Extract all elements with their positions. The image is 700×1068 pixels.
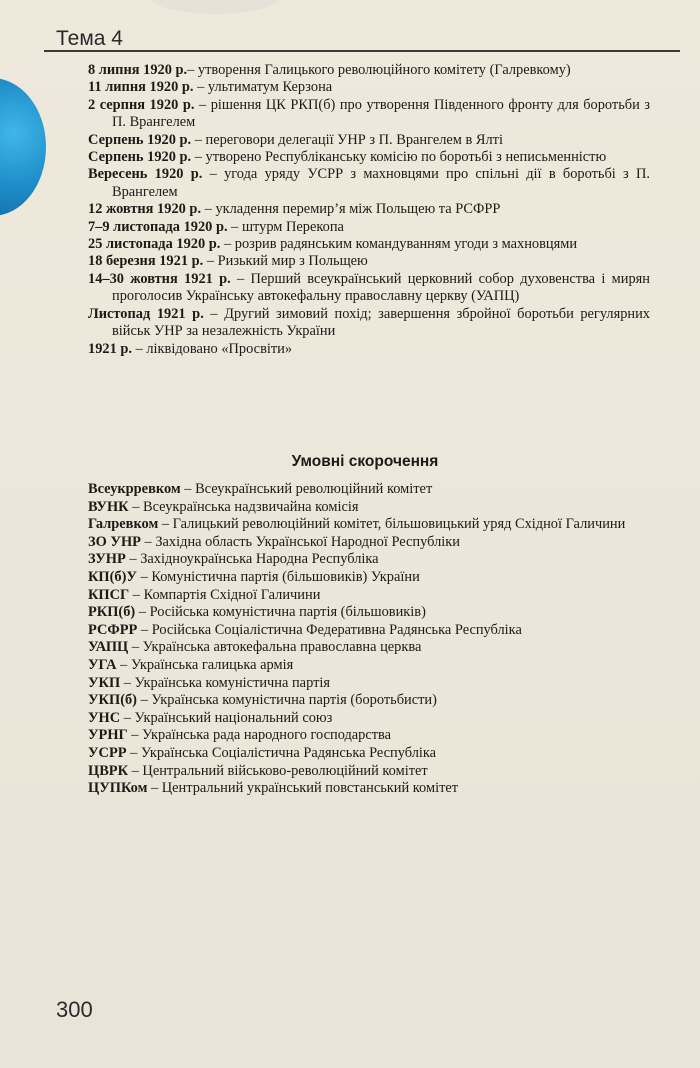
abbreviation-meaning: – Галицький революційний комітет, більшовицький уряд Східної Галичини xyxy=(158,516,626,533)
abbreviation: УРНГ xyxy=(88,727,128,744)
entry-text: – рішення ЦК РКП(б) про утворення Південного фронту для боротьби з П. Врангелем xyxy=(112,96,650,131)
entry-text: – укладення перемир’я між Польщею та РСФРР xyxy=(201,201,501,218)
abbreviation: КПСГ xyxy=(88,586,130,603)
entry-date: Серпень 1920 р. xyxy=(88,131,192,148)
abbreviations-list xyxy=(88,481,650,798)
abbreviation-meaning: – Всеукраїнська надзвичайна комісія xyxy=(128,498,359,515)
entry-date: 14–30 жовтня 1921 р. xyxy=(88,270,231,287)
entry-date: 12 жовтня 1920 р. xyxy=(88,201,202,218)
abbreviation-meaning: – Українська комуністична партія (боротьбисти) xyxy=(136,692,437,709)
abbreviation-meaning: – Центральний військово-революційний комітет xyxy=(128,762,428,779)
abbreviation-item xyxy=(88,516,650,534)
abbreviation-item xyxy=(88,745,650,763)
entry-date: 1921 р. xyxy=(88,340,132,357)
abbreviation-item xyxy=(88,639,650,657)
topic-header: Тема 4 xyxy=(56,27,123,50)
entry-date: 11 липня 1920 р. xyxy=(88,79,194,96)
entry-text: – ультиматум Керзона xyxy=(193,79,333,96)
abbreviation-item xyxy=(88,692,650,710)
chronology-entry xyxy=(88,79,650,96)
abbreviation-item xyxy=(88,780,650,798)
entry-text: – розрив радянським командуванням угоди з махновцями xyxy=(220,236,578,253)
chronology-entry xyxy=(88,306,650,341)
abbreviation-item xyxy=(88,727,650,745)
abbreviation-item xyxy=(88,622,650,640)
abbreviation: ЗУНР xyxy=(88,551,126,568)
entry-text: – Перший всеукраїнський церковний собор духовенства і мирян проголосив Українську автокефальну православну церкву (УАПЦ) xyxy=(112,270,650,305)
entry-date: 25 листопада 1920 р. xyxy=(88,236,221,253)
abbreviation: УНС xyxy=(88,709,121,726)
abbreviation: УСРР xyxy=(88,744,127,761)
abbreviation-meaning: – Російська Соціалістична Федеративна Радянська Республіка xyxy=(137,621,522,638)
abbreviation-item xyxy=(88,569,650,587)
entry-date: 8 липня 1920 р. xyxy=(88,62,188,78)
abbreviation: РКП(б) xyxy=(88,604,136,621)
chronology-entry xyxy=(88,271,650,306)
abbreviation-item xyxy=(88,551,650,569)
chronology-list xyxy=(88,62,650,358)
abbreviation-meaning: – Російська комуністична партія (більшовиків) xyxy=(135,604,426,621)
abbreviation-item xyxy=(88,657,650,675)
entry-date: Вересень 1920 р. xyxy=(88,166,203,183)
abbreviation: Всеукрревком xyxy=(88,481,181,497)
entry-date: 2 серпня 1920 р. xyxy=(88,96,195,113)
entry-text: – ліквідовано «Просвіти» xyxy=(131,340,293,357)
abbreviation-meaning: – Всеукраїнський революційний комітет xyxy=(180,481,433,497)
entry-date: 7–9 листопада 1920 р. xyxy=(88,218,228,235)
abbreviation: ЦВРК xyxy=(88,762,129,779)
abbreviation-meaning: – Українська комуністична партія xyxy=(120,674,330,691)
abbreviation: УКП xyxy=(88,674,121,691)
abbreviation: УКП(б) xyxy=(88,692,137,709)
abbreviation-meaning: – Комуністична партія (більшовиків) України xyxy=(136,568,420,585)
abbreviation-item xyxy=(88,481,650,499)
chronology-entry xyxy=(88,62,650,79)
abbreviation: Галревком xyxy=(88,516,159,533)
header-rule xyxy=(44,50,680,52)
entry-date: 18 березня 1921 р. xyxy=(88,253,204,270)
chronology-entry xyxy=(88,253,650,270)
abbreviation-item xyxy=(88,675,650,693)
abbreviation-meaning: – Західна область Української Народної Республіки xyxy=(140,533,460,550)
abbreviation-meaning: – Український національний союз xyxy=(120,709,333,726)
entry-text: – переговори делегації УНР з П. Врангелем в Ялті xyxy=(191,131,503,148)
chronology-entry xyxy=(88,166,650,201)
abbreviation-meaning: – Західноукраїнська Народна Республіка xyxy=(125,551,379,568)
chronology-entry xyxy=(88,97,650,132)
abbreviation-meaning: – Центральний український повстанський комітет xyxy=(147,780,459,797)
abbreviation: ВУНК xyxy=(88,498,129,515)
chronology-entry xyxy=(88,341,650,358)
entry-text: – Другий зимовий похід; завершення збройної боротьби регулярних військ УНР за незалежність України xyxy=(112,305,650,340)
entry-date: Серпень 1920 р. xyxy=(88,149,192,166)
entry-date: Листопад 1921 р. xyxy=(88,305,204,322)
abbreviation-item xyxy=(88,499,650,517)
abbreviations-heading: Умовні скорочення xyxy=(291,453,439,470)
abbreviation-item xyxy=(88,710,650,728)
abbreviation-meaning: – Компартія Східної Галичини xyxy=(129,586,321,603)
entry-text: – угода уряду УСРР з махновцями про спільні дії в боротьбі з П. Врангелем xyxy=(112,166,650,200)
entry-text: – утворено Республіканську комісію по боротьбі з неписьменністю xyxy=(191,149,607,166)
abbreviation-meaning: – Українська автокефальна православна церква xyxy=(128,639,422,656)
abbreviation-meaning: – Українська рада народного господарства xyxy=(127,727,392,744)
abbreviation-meaning: – Українська Соціалістична Радянська Республіка xyxy=(126,744,437,761)
page-number: 300 xyxy=(56,997,93,1022)
abbreviation: ЦУПКом xyxy=(88,780,148,797)
chronology-entry xyxy=(88,219,650,236)
abbreviation-item xyxy=(88,604,650,622)
abbreviation: РСФРР xyxy=(88,621,138,638)
abbreviation: УГА xyxy=(88,656,117,673)
abbreviation-item xyxy=(88,587,650,605)
chronology-entry xyxy=(88,201,650,218)
chronology-entry xyxy=(88,149,650,166)
abbreviation: УАПЦ xyxy=(88,639,129,656)
entry-text: – утворення Галицького революційного комітету (Галревкому) xyxy=(187,62,571,78)
abbreviation-item xyxy=(88,534,650,552)
abbreviation-item xyxy=(88,763,650,781)
entry-text: – Ризький мир з Польщею xyxy=(203,253,368,270)
chronology-entry xyxy=(88,132,650,149)
abbreviation: КП(б)У xyxy=(88,568,137,585)
abbreviation-meaning: – Українська галицька армія xyxy=(116,656,294,673)
entry-text: – штурм Перекопа xyxy=(227,218,344,235)
abbreviation: ЗО УНР xyxy=(88,533,141,550)
chronology-entry xyxy=(88,236,650,253)
